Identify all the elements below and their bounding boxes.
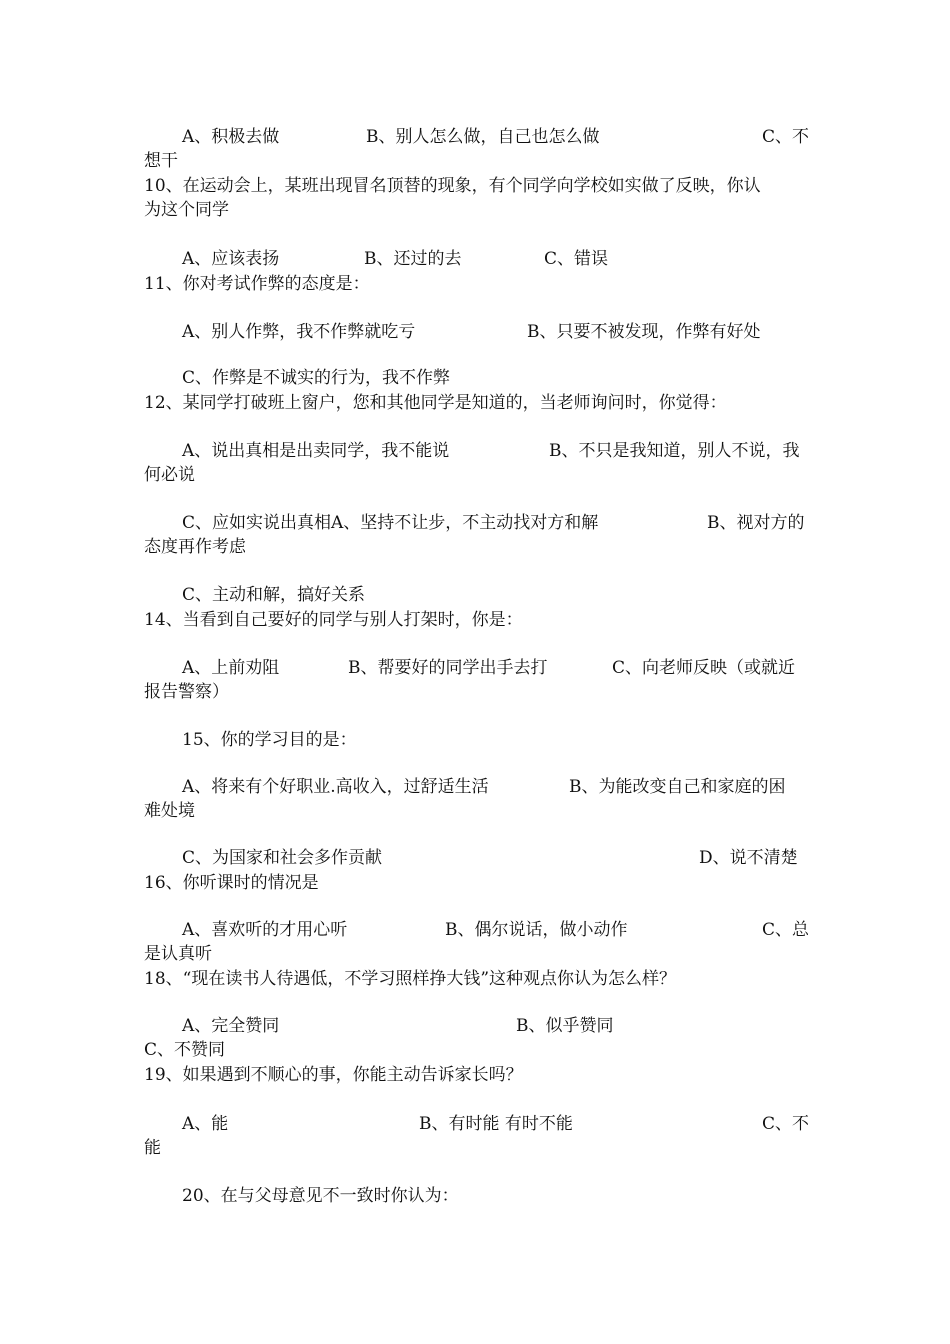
q10-option-b: B、还过的去 <box>364 249 462 269</box>
q16-option-a: A、喜欢听的才用心听 <box>182 920 348 940</box>
q19-option-b: B、有时能 有时不能 <box>419 1114 573 1134</box>
q12-question: 12、某同学打破班上窗户，您和其他同学是知道的，当老师询问时，你觉得： <box>144 393 727 413</box>
q10-question-cont: 为这个同学 <box>144 200 229 220</box>
q20-question: 20、在与父母意见不一致时你认为： <box>182 1186 459 1206</box>
q10-option-c: C、错误 <box>544 249 609 269</box>
q19-option-a: A、能 <box>182 1114 229 1134</box>
q12-option-c: C、应如实说出真相A、坚持不让步，不主动找对方和解 <box>182 513 599 533</box>
q15-option-d: D、说不清楚 <box>699 848 798 868</box>
q14-option-c: C、向老师反映（或就近 <box>612 658 796 678</box>
q11-option-b: B、只要不被发现，作弊有好处 <box>527 322 761 342</box>
q15-option-a: A、将来有个好职业.高收入，过舒适生活 <box>182 777 489 797</box>
q15-question: 15、你的学习目的是： <box>182 730 357 750</box>
q19-question: 19、如果遇到不顺心的事，你能主动告诉家长吗？ <box>144 1065 523 1085</box>
q9-option-c-cont: 想干 <box>144 151 178 171</box>
q12-option-b: B、不只是我知道，别人不说，我 <box>549 441 800 461</box>
q13-option-b-cont: 态度再作考虑 <box>144 537 246 557</box>
q19-option-c: C、不 <box>762 1114 810 1134</box>
q10-option-a: A、应该表扬 <box>182 249 280 269</box>
q12-option-a: A、说出真相是出卖同学，我不能说 <box>182 441 450 461</box>
q14-question: 14、当看到自己要好的同学与别人打架时，你是： <box>144 610 523 630</box>
q18-question: 18、“现在读书人待遇低，不学习照样挣大钱”这种观点你认为怎么样？ <box>144 969 677 989</box>
q15-option-c: C、为国家和社会多作贡献 <box>182 848 383 868</box>
q15-option-b-cont: 难处境 <box>144 801 195 821</box>
q12-option-b-cont: 何必说 <box>144 465 195 485</box>
q16-option-c-cont: 是认真听 <box>144 944 212 964</box>
q15-option-b: B、为能改变自己和家庭的困 <box>569 777 786 797</box>
q19-option-c-cont: 能 <box>144 1138 161 1158</box>
q9-option-b: B、别人怎么做，自己也怎么做 <box>366 127 600 147</box>
q9-option-a: A、积极去做 <box>182 127 280 147</box>
q14-option-b: B、帮要好的同学出手去打 <box>348 658 548 678</box>
q16-option-b: B、偶尔说话，做小动作 <box>445 920 628 940</box>
q13-option-b: B、视对方的 <box>707 513 805 533</box>
q11-question: 11、你对考试作弊的态度是： <box>144 274 370 294</box>
q10-question: 10、在运动会上，某班出现冒名顶替的现象，有个同学向学校如实做了反映，你认 <box>144 176 761 196</box>
q13-option-c: C、主动和解，搞好关系 <box>182 585 366 605</box>
q14-option-c-cont: 报告警察） <box>144 682 229 702</box>
q16-question: 16、你听课时的情况是 <box>144 873 319 893</box>
q11-option-c: C、作弊是不诚实的行为，我不作弊 <box>182 368 451 388</box>
q11-option-a: A、别人作弊，我不作弊就吃亏 <box>182 322 416 342</box>
q18-option-b: B、似乎赞同 <box>516 1016 614 1036</box>
q18-option-c: C、不赞同 <box>144 1040 226 1060</box>
q9-option-c: C、不 <box>762 127 810 147</box>
q16-option-c: C、总 <box>762 920 810 940</box>
q14-option-a: A、上前劝阻 <box>182 658 280 678</box>
q18-option-a: A、完全赞同 <box>182 1016 280 1036</box>
